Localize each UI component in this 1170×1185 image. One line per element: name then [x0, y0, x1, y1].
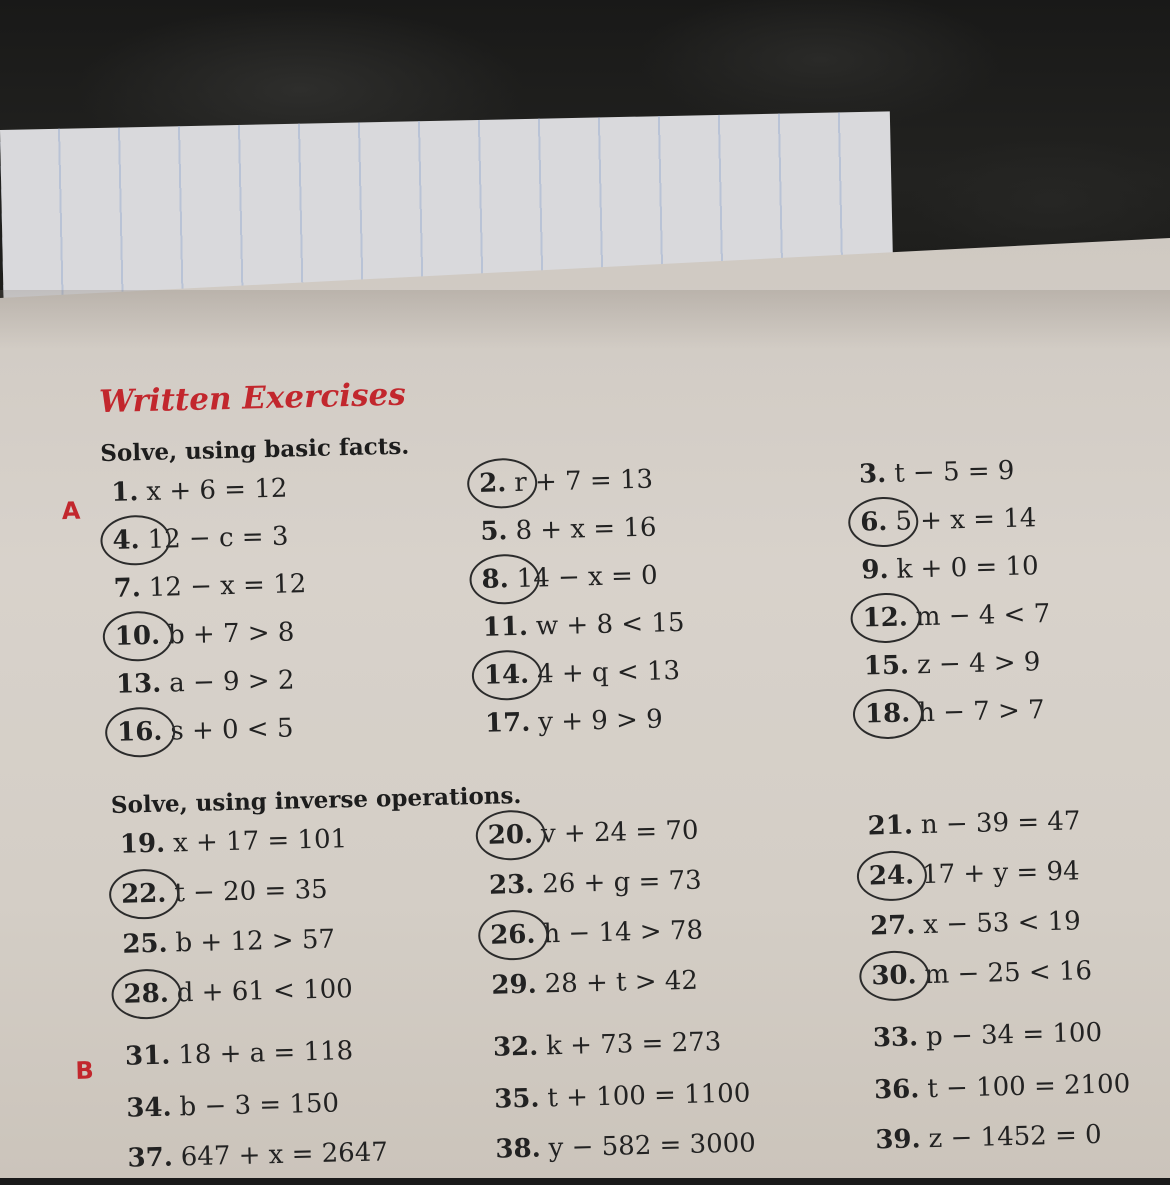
exercise-number: 38.: [495, 1133, 542, 1165]
exercise-13: [116, 665, 295, 699]
exercise-equation: h − 14 > 78: [543, 915, 704, 950]
exercise-number: 18.: [865, 698, 911, 729]
exercise-equation: b + 12 > 57: [175, 924, 336, 959]
exercise-number: 28.: [123, 979, 169, 1010]
exercise-17: [485, 704, 663, 738]
exercise-24: [869, 856, 1080, 891]
exercise-number: 32.: [492, 1031, 539, 1063]
exercise-35: [494, 1078, 751, 1114]
exercise-equation: x + 17 = 101: [172, 824, 348, 859]
exercise-number: 10.: [114, 621, 160, 652]
exercise-equation: k + 0 = 10: [896, 551, 1039, 585]
exercise-8: [481, 561, 658, 595]
exercise-4: [112, 522, 289, 556]
exercise-number: 27.: [869, 910, 916, 942]
exercise-equation: 4 + q < 13: [536, 656, 681, 690]
exercise-2: [479, 465, 654, 499]
exercise-26: [490, 916, 703, 951]
exercise-number: 37.: [127, 1142, 174, 1174]
exercise-37: [127, 1137, 388, 1173]
exercise-equation: t − 20 = 35: [174, 874, 328, 909]
exercise-number: 6.: [860, 507, 888, 538]
exercise-28: [123, 974, 353, 1010]
exercise-number: 23.: [488, 869, 535, 901]
exercise-number: 22.: [121, 879, 167, 910]
exercise-number: 19.: [119, 828, 166, 860]
exercise-equation: 17 + y = 94: [921, 856, 1080, 891]
exercise-21: [867, 806, 1080, 841]
exercise-number: 31.: [124, 1040, 171, 1072]
exercise-31: [125, 1036, 354, 1072]
exercise-equation: p − 34 = 100: [925, 1017, 1103, 1053]
exercise-number: 30.: [871, 960, 917, 991]
pencil-circle-mark: [850, 592, 921, 644]
exercise-9: [861, 551, 1039, 585]
exercise-number: 9.: [861, 554, 889, 586]
exercise-38: [495, 1128, 756, 1164]
level-b-marker: B: [75, 1056, 95, 1085]
pencil-circle-mark: [102, 610, 173, 662]
exercise-number: 2.: [479, 468, 507, 499]
exercise-number: 35.: [493, 1083, 540, 1115]
exercise-number: 29.: [491, 969, 538, 1001]
exercise-equation: h − 7 > 7: [917, 695, 1045, 729]
exercise-33: [873, 1018, 1103, 1054]
exercise-equation: 28 + t > 42: [544, 965, 699, 1000]
exercise-equation: v + 24 = 70: [540, 815, 699, 850]
exercise-18: [865, 695, 1045, 729]
exercise-equation: b − 3 = 150: [179, 1088, 340, 1123]
exercise-equation: 18 + a = 118: [177, 1036, 354, 1071]
exercise-equation: 12 − c = 3: [147, 521, 289, 555]
exercise-number: 4.: [112, 525, 140, 556]
exercise-5: [480, 513, 657, 547]
pencil-circle-mark: [475, 809, 546, 861]
exercise-number: 24.: [869, 860, 915, 891]
exercise-number: 26.: [490, 920, 536, 951]
pencil-circle-mark: [478, 909, 549, 961]
pencil-circle-mark: [105, 706, 176, 758]
exercise-23: [489, 866, 702, 901]
exercise-number: 1.: [110, 477, 139, 508]
pencil-circle-mark: [111, 968, 182, 1020]
exercise-number: 5.: [480, 516, 508, 547]
exercise-equation: 12 − x = 12: [148, 569, 307, 603]
exercise-number: 34.: [126, 1092, 172, 1124]
instruction-inverse-operations: Solve, using inverse operations.: [110, 781, 522, 819]
exercise-equation: a − 9 > 2: [168, 665, 295, 699]
exercise-number: 7.: [113, 573, 142, 604]
exercise-30: [871, 956, 1092, 991]
exercise-equation: d + 61 < 100: [176, 974, 354, 1009]
pencil-circle-mark: [109, 868, 180, 920]
exercise-14: [484, 656, 681, 691]
exercise-3: [859, 456, 1015, 490]
exercise-number: 14.: [484, 660, 530, 691]
exercise-equation: x − 53 < 19: [922, 906, 1082, 941]
exercise-number: 16.: [117, 717, 163, 748]
exercise-equation: 647 + x = 2647: [180, 1137, 389, 1173]
exercise-20: [487, 816, 698, 851]
exercise-25: [122, 925, 335, 960]
exercise-number: 13.: [115, 668, 162, 700]
exercise-equation: y + 9 > 9: [537, 704, 664, 738]
exercise-equation: z − 4 > 9: [916, 647, 1041, 681]
exercise-19: [120, 824, 348, 860]
exercise-equation: 26 + g = 73: [541, 865, 703, 900]
exercise-number: 17.: [484, 707, 531, 739]
pencil-circle-mark: [848, 496, 919, 548]
pencil-circle-mark: [467, 457, 538, 509]
exercise-number: 33.: [872, 1022, 919, 1054]
exercise-number: 39.: [875, 1124, 921, 1156]
exercise-11: [482, 608, 684, 643]
exercise-equation: k + 73 = 273: [545, 1027, 722, 1062]
exercise-16: [117, 713, 294, 747]
exercise-equation: x + 6 = 12: [146, 473, 288, 507]
exercise-7: [113, 569, 306, 604]
exercise-number: 25.: [122, 928, 168, 960]
exercise-1: [111, 474, 288, 508]
exercise-number: 36.: [873, 1074, 920, 1106]
exercise-27: [870, 906, 1081, 941]
exercise-10: [114, 617, 294, 651]
exercise-equation: t + 100 = 1100: [547, 1078, 751, 1114]
exercise-36: [874, 1069, 1131, 1105]
instruction-basic-facts: Solve, using basic facts.: [100, 432, 410, 468]
exercise-number: 20.: [487, 820, 533, 851]
exercise-equation: t − 100 = 2100: [927, 1069, 1131, 1105]
pencil-circle-mark: [852, 688, 923, 740]
exercise-equation: 8 + x = 16: [515, 512, 657, 546]
exercise-equation: y − 582 = 3000: [548, 1128, 757, 1164]
exercise-number: 21.: [867, 810, 914, 842]
exercise-32: [493, 1027, 722, 1063]
exercise-number: 3.: [858, 458, 887, 490]
exercise-equation: m − 4 < 7: [915, 598, 1051, 633]
exercise-equation: n − 39 = 47: [920, 806, 1081, 841]
exercise-15: [863, 647, 1040, 681]
exercise-6: [860, 503, 1037, 537]
exercise-equation: b + 7 > 8: [167, 617, 295, 651]
exercise-equation: t − 5 = 9: [893, 455, 1015, 489]
exercise-number: 15.: [863, 650, 910, 682]
exercise-equation: w + 8 < 15: [535, 607, 685, 642]
exercise-12: [862, 599, 1050, 634]
exercise-equation: z − 1452 = 0: [928, 1119, 1102, 1155]
pencil-circle-mark: [856, 850, 927, 902]
section-heading: Written Exercises: [98, 376, 407, 421]
exercise-39: [875, 1120, 1102, 1156]
exercise-34: [126, 1088, 339, 1123]
exercise-number: 11.: [482, 611, 529, 643]
pencil-circle-mark: [100, 514, 171, 566]
exercise-number: 8.: [481, 564, 509, 595]
exercise-29: [491, 966, 698, 1001]
level-a-marker: A: [61, 496, 81, 526]
pencil-circle-mark: [859, 950, 930, 1002]
exercise-equation: s + 0 < 5: [170, 713, 294, 747]
pencil-circle-mark: [471, 649, 542, 701]
exercise-number: 12.: [862, 602, 908, 633]
exercise-equation: r + 7 = 13: [513, 464, 654, 499]
exercise-equation: 5 + x = 14: [895, 503, 1037, 537]
exercise-equation: 14 − x = 0: [516, 560, 658, 594]
exercise-22: [121, 875, 328, 910]
pencil-circle-mark: [469, 553, 540, 605]
exercise-equation: m − 25 < 16: [924, 956, 1093, 991]
